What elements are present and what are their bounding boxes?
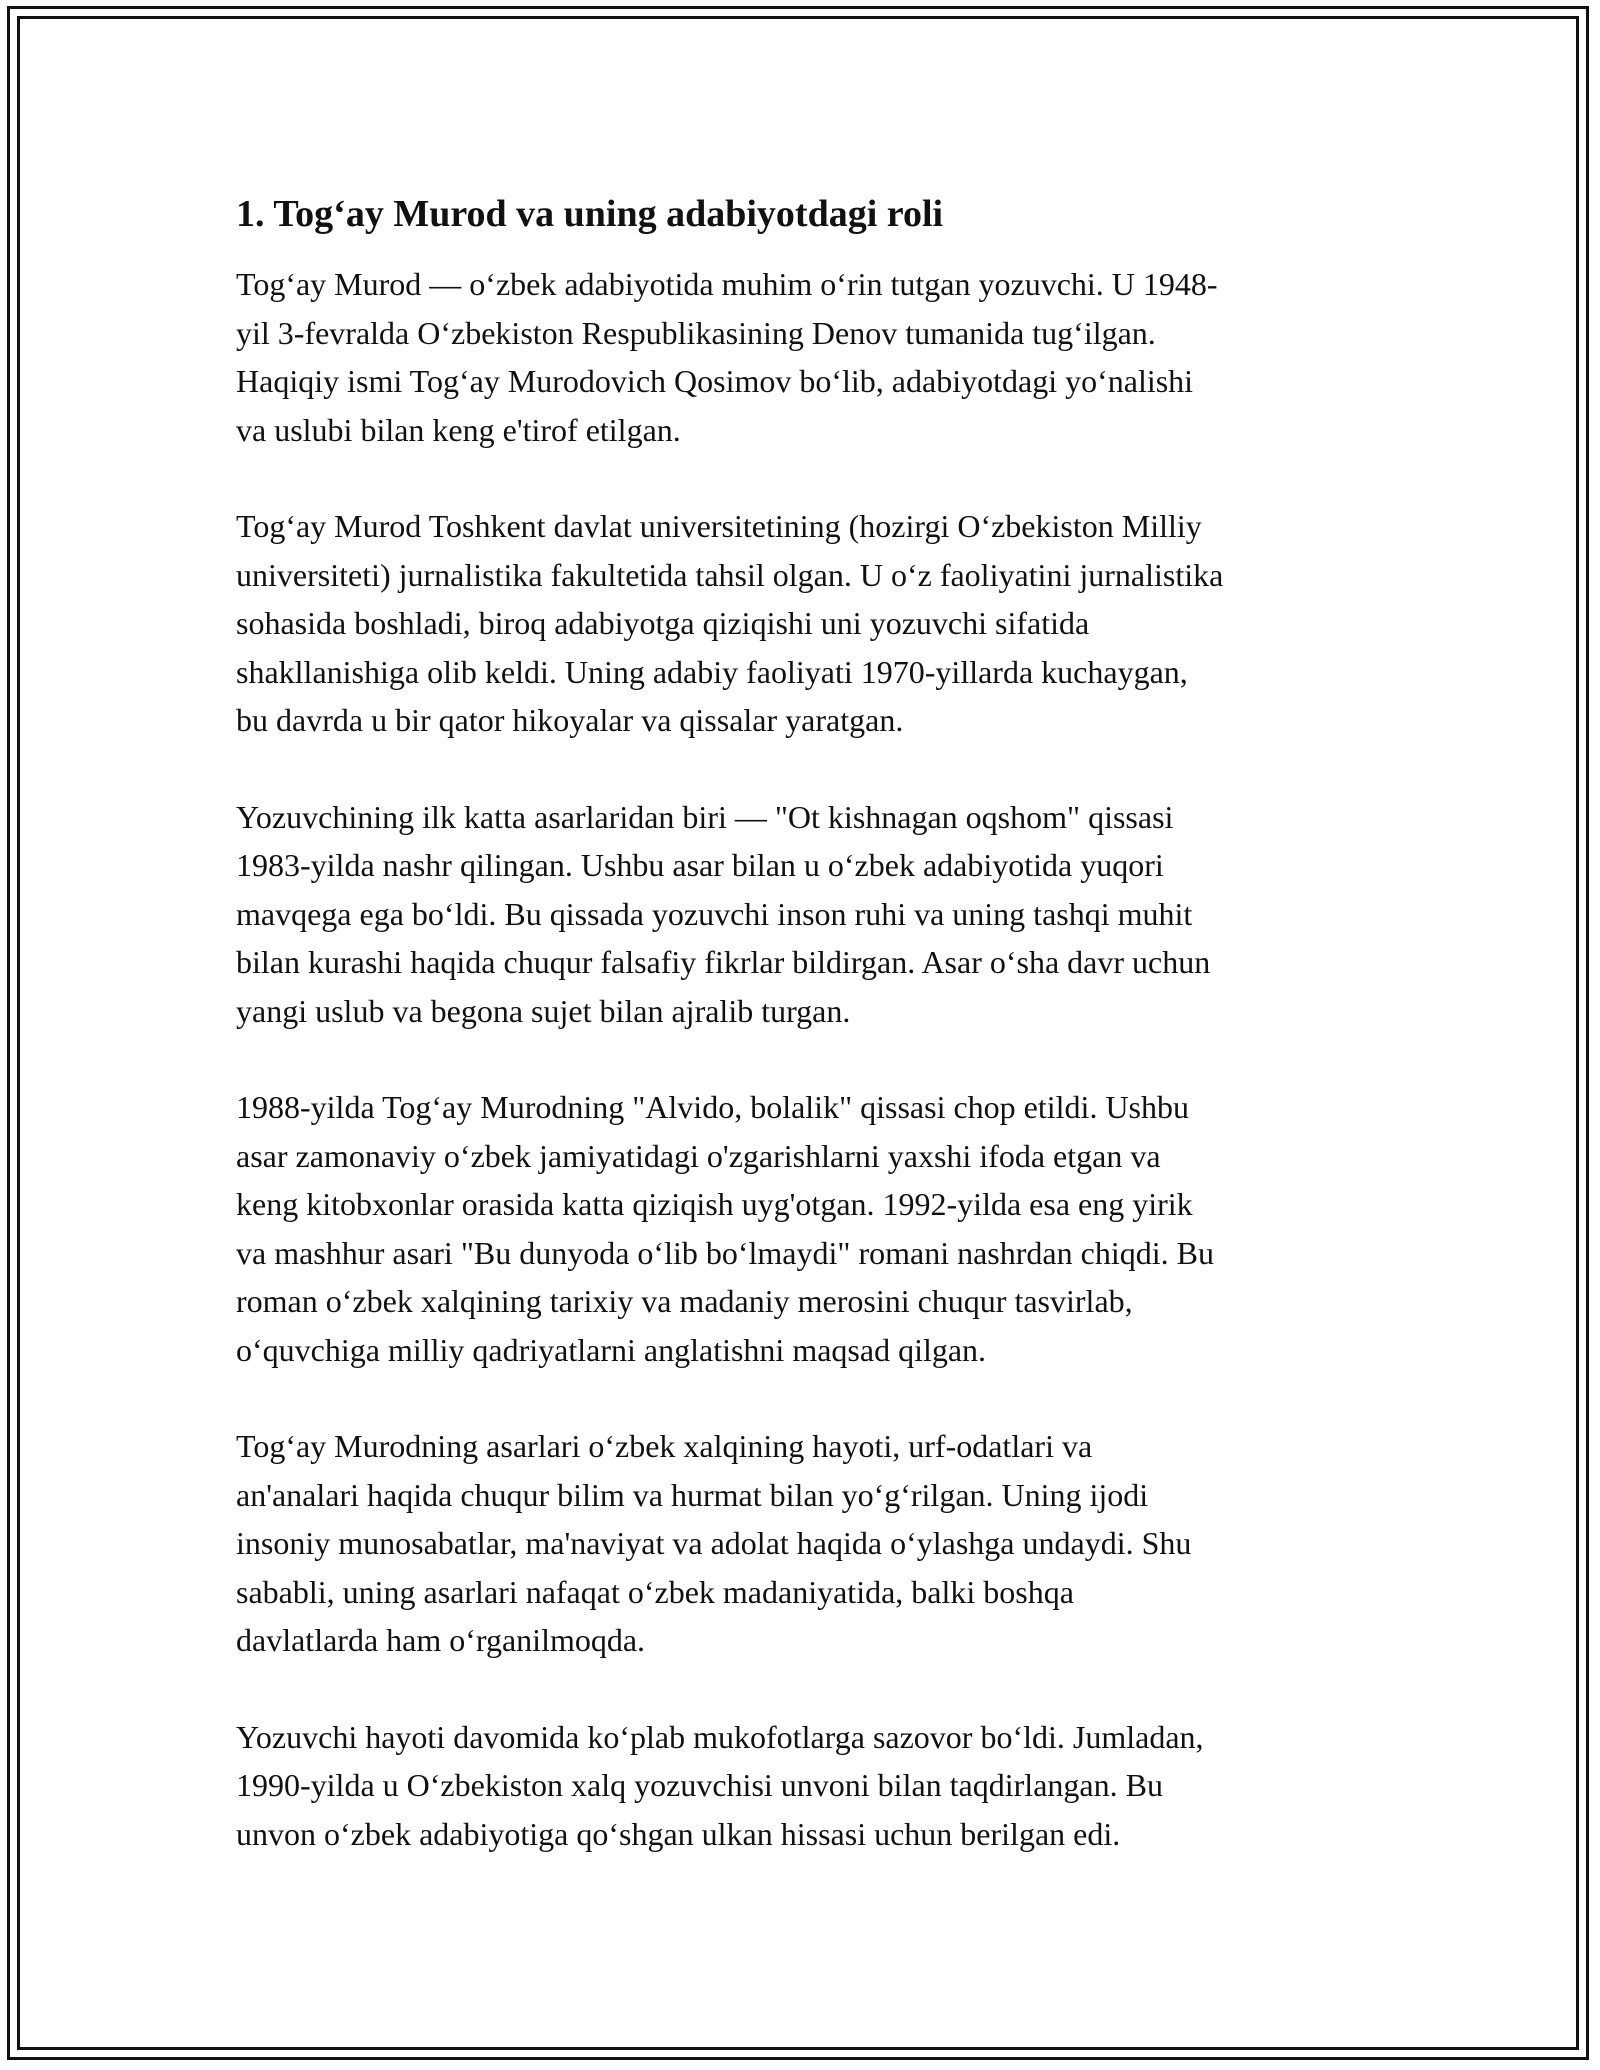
section-heading: 1. Tog‘ay Murod va uning adabiyotdagi roli bbox=[236, 193, 944, 235]
paragraph-themes: Tog‘ay Murodning asarlari o‘zbek xalqining hayoti, urf-odatlari va an'analari haqida chuqur bilim va hurmat bilan yo‘g‘rilgan. Uning ijodi insoniy munosabatlar, ma'naviyat va adolat haqida o‘ylashga undaydi. Shu sababli, uning asarlari nafaqat o‘zbek madaniyatida, balki boshqa davlatlarda ham o‘rganilmoqda. bbox=[236, 1428, 1192, 1658]
paragraph-biography-intro: Tog‘ay Murod — o‘zbek adabiyotida muhim o‘rin tutgan yozuvchi. U 1948- yil 3-fevralda O‘zbekiston Respublikasining Denov tumanida tug‘ilgan. Haqiqiy ismi Tog‘ay Murodovich Qosimov bo‘lib, adabiyotdagi yo‘nalishi va uslubi bilan keng e'tirof etilgan. bbox=[236, 266, 1218, 448]
document-body bbox=[236, 188, 1376, 1906]
paragraph-first-major-work: Yozuvchining ilk katta asarlaridan biri — "Ot kishnagan oqshom" qissasi 1983-yilda nashr qilingan. Ushbu asar bilan u o‘zbek adabiyotida yuqori mavqega ega bo‘ldi. Bu qissada yozuvchi inson ruhi va uning tashqi muhit bilan kurashi haqida chuqur falsafiy fikrlar bildirgan. Asar o‘sha davr uchun yangi uslub va begona sujet bilan ajralib turgan. bbox=[236, 798, 1211, 1029]
paragraph-awards: Yozuvchi hayoti davomida ko‘plab mukofotlarga sazovor bo‘ldi. Jumladan, 1990-yilda u O‘zbekiston xalq yozuvchisi unvoni bilan taqdirlangan. Bu unvon o‘zbek adabiyotiga qo‘shgan ulkan hissasi uchun berilgan edi. bbox=[236, 1718, 1204, 1852]
paragraph-later-works: 1988-yilda Tog‘ay Murodning "Alvido, bolalik" qissasi chop etildi. Ushbu asar zamonaviy o‘zbek jamiyatidagi o'zgarishlarni yaxshi ifoda etgan va keng kitobxonlar orasida katta qiziqish uyg'otgan. 1992-yilda esa eng yirik va mashhur asari "Bu dunyoda o‘lib bo‘lmaydi" romani nashrdan chiqdi. Bu roman o‘zbek xalqining tarixiy va madaniy merosini chuqur tasvirlab, o‘quvchiga milliy qadriyatlarni anglatishni maqsad qilgan. bbox=[236, 1089, 1214, 1368]
paragraph-education: Tog‘ay Murod Toshkent davlat universitetining (hozirgi O‘zbekiston Milliy universiteti) jurnalistika fakultetida tahsil olgan. U o‘z faoliyatini jurnalistika sohasida boshladi, biroq adabiyotga qiziqishi uni yozuvchi sifatida shakllanishiga olib keldi. Uning adabiy faoliyati 1970-yillarda kuchaygan, bu davrda u bir qator hikoyalar va qissalar yaratgan. bbox=[236, 508, 1224, 738]
